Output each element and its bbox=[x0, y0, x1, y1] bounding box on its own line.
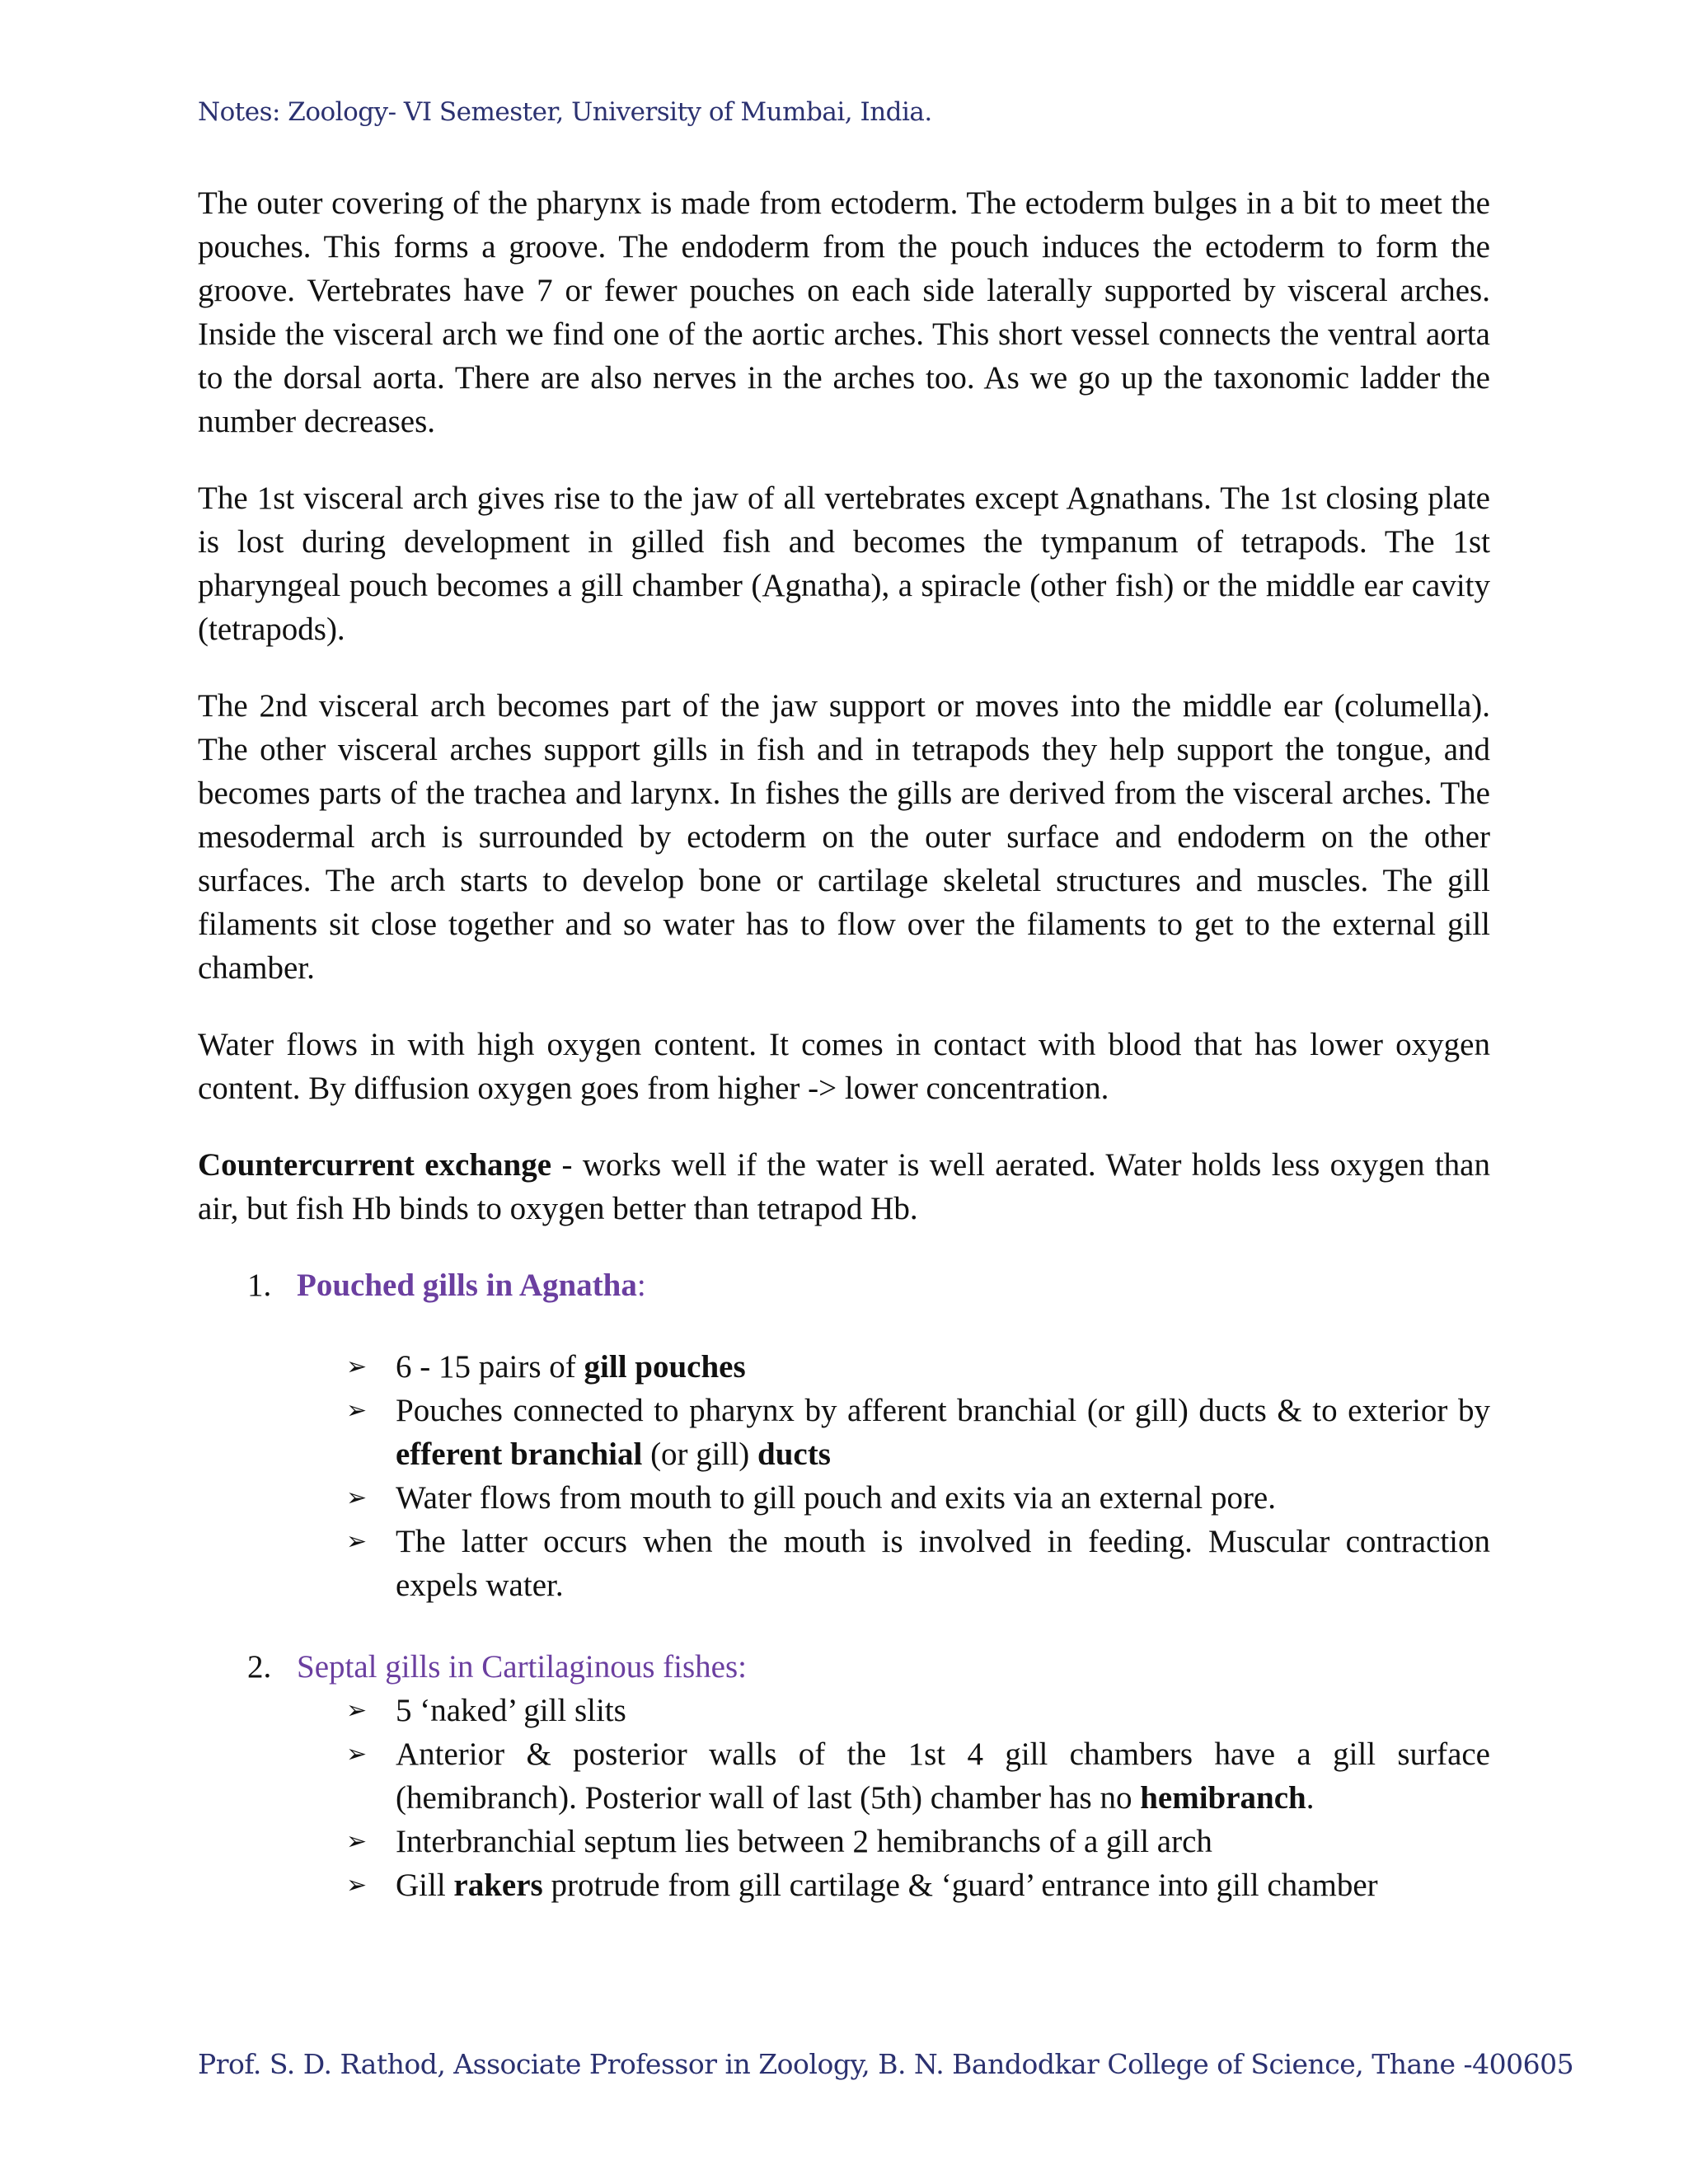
list-item bbox=[346, 1820, 1490, 1863]
bullet-text: Pouches connected to pharynx by afferent branchial (or gill) ducts & to exterior by bbox=[396, 1393, 1490, 1428]
list-number: 1. bbox=[247, 1268, 272, 1303]
list-item bbox=[346, 1732, 1490, 1820]
list-number: 2. bbox=[247, 1649, 272, 1685]
arrow-bullet-icon: ➢ bbox=[346, 1483, 368, 1512]
arrow-bullet-icon: ➢ bbox=[346, 1871, 368, 1900]
bullet-text: The latter occurs when the mouth is involved in feeding. Muscular contraction expels water. bbox=[396, 1524, 1490, 1603]
list-item-septal-gills bbox=[198, 1645, 1490, 1689]
list-item bbox=[346, 1345, 1490, 1389]
paragraph-countercurrent bbox=[198, 1143, 1490, 1230]
bullet-text: Interbranchial septum lies between 2 hemibranchs of a gill arch bbox=[396, 1824, 1212, 1859]
arrow-bullet-icon: ➢ bbox=[346, 1396, 368, 1425]
gill-types-list bbox=[198, 1263, 1490, 1907]
arrow-bullet-icon: ➢ bbox=[346, 1740, 368, 1769]
bullet-text: protrude from gill cartilage & ‘guard’ entrance into gill chamber bbox=[542, 1868, 1378, 1903]
bullet-text: 6 - 15 pairs of bbox=[396, 1349, 584, 1385]
bullet-text: (or gill) bbox=[642, 1436, 758, 1472]
page-header: Notes: Zoology- VI Semester, University of Mumbai, India. bbox=[198, 97, 932, 127]
bullet-text: Water flows from mouth to gill pouch and exits via an external pore. bbox=[396, 1480, 1276, 1516]
countercurrent-text: - works well if the water is well aerated. Water holds less oxygen than air, but fish Hb binds to oxygen better than tetrapod Hb. bbox=[198, 1147, 1490, 1226]
bullet-bold: efferent branchial bbox=[396, 1436, 643, 1472]
paragraph-first-arch: The 1st visceral arch gives rise to the jaw of all vertebrates except Agnathans. The 1st closing plate is lost during development in gilled fish and becomes the tympanum of tetrapods. The 1st pharyngeal pouch becomes a gill chamber (Agnatha), a spiracle (other fish) or the middle ear cavity (tetrapods). bbox=[198, 480, 1490, 647]
arrow-bullet-icon: ➢ bbox=[346, 1527, 368, 1556]
heading-text: Pouched gills in Agnatha bbox=[297, 1268, 637, 1303]
list-item bbox=[346, 1389, 1490, 1476]
paragraph-water-flow: Water flows in with high oxygen content. It comes in contact with blood that has lower oxygen content. By diffusion oxygen goes from higher -> lower concentration. bbox=[198, 1027, 1490, 1106]
bullet-bold: gill pouches bbox=[584, 1349, 746, 1385]
arrow-bullet-icon: ➢ bbox=[346, 1696, 368, 1725]
countercurrent-term: Countercurrent exchange bbox=[198, 1147, 552, 1183]
bullet-text: 5 ‘naked’ gill slits bbox=[396, 1693, 626, 1728]
arrow-bullet-icon: ➢ bbox=[346, 1827, 368, 1856]
bullet-bold: rakers bbox=[453, 1868, 543, 1903]
page-footer: Prof. S. D. Rathod, Associate Professor in Zoology, B. N. Bandodkar College of Science, Thane -400605 bbox=[198, 2048, 1574, 2080]
arrow-bullet-icon: ➢ bbox=[346, 1352, 368, 1381]
list-item bbox=[346, 1689, 1490, 1732]
list-item bbox=[346, 1476, 1490, 1520]
bullet-bold: ducts bbox=[757, 1436, 831, 1472]
section-heading-pouched-gills bbox=[297, 1263, 1490, 1307]
section-heading-septal-gills: Septal gills in Cartilaginous fishes: bbox=[297, 1649, 747, 1685]
list-item bbox=[346, 1863, 1490, 1907]
bullet-text: Gill bbox=[396, 1868, 454, 1903]
bullet-bold: hemibranch bbox=[1140, 1780, 1306, 1816]
bullet-text: Anterior & posterior walls of the 1st 4 gill chambers have a gill surface (hemibranch). Posterior wall of last (5th) chamber has no bbox=[396, 1736, 1490, 1816]
bullet-list-pouched-gills bbox=[198, 1345, 1490, 1607]
bullet-list-septal-gills bbox=[198, 1689, 1490, 1907]
list-item bbox=[346, 1520, 1490, 1607]
paragraph-pharynx: The outer covering of the pharynx is made from ectoderm. The ectoderm bulges in a bit to meet the pouches. This forms a groove. The endoderm from the pouch induces the ectoderm to form the groove. Vertebrates have 7 or fewer pouches on each side laterally supported by visceral arches. Inside the visceral arch we find one of the aortic arches. This short vessel connects the ventral aorta to the dorsal aorta. There are also nerves in the arches too. As we go up the taxonomic ladder the number decreases. bbox=[198, 185, 1490, 439]
paragraph-second-arch: The 2nd visceral arch becomes part of the jaw support or moves into the middle ear (columella). The other visceral arches support gills in fish and in tetrapods they help support the tongue, and becomes parts of the trachea and larynx. In fishes the gills are derived from the visceral arches. The mesodermal arch is surrounded by ectoderm on the outer surface and endoderm on the other surfaces. The arch starts to develop bone or cartilage skeletal structures and muscles. The gill filaments sit close together and so water has to flow over the filaments to get to the external gill chamber. bbox=[198, 688, 1490, 986]
document-body bbox=[198, 181, 1490, 1907]
list-item-pouched-gills bbox=[198, 1263, 1490, 1307]
heading-suffix: : bbox=[636, 1268, 646, 1303]
bullet-text: . bbox=[1306, 1780, 1315, 1816]
